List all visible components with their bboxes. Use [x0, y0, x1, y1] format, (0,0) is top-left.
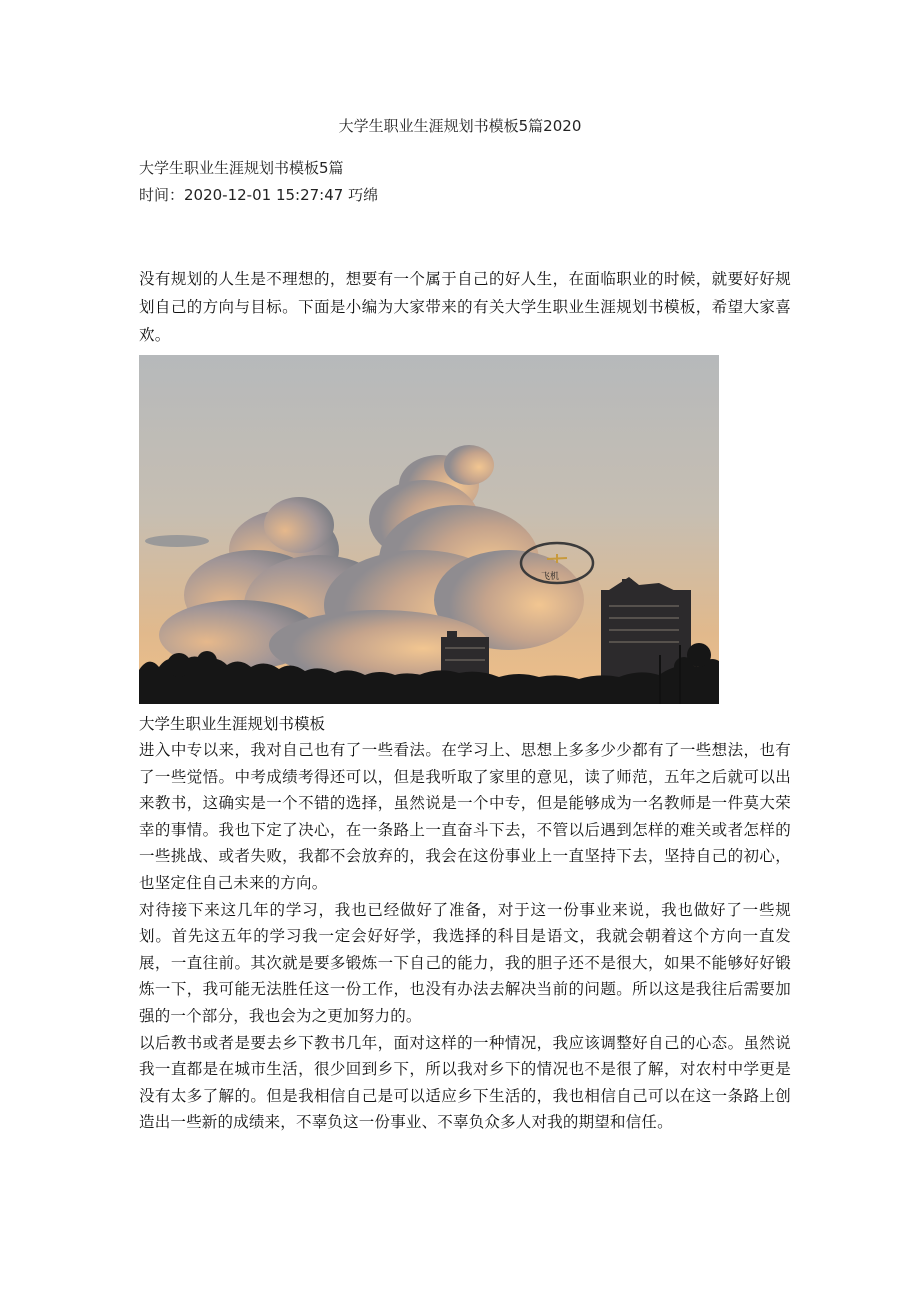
body-paragraph-3: 以后教书或者是要去乡下教书几年，面对这样的一种情况，我应该调整好自己的心态。虽然说我一直都是在城市生活，很少回到乡下，所以我对乡下的情况也不是很了解，对农村中学更是没有太多了解的。但是我相信自己是可以适应乡下生活的，我也相信自己可以在这一条路上创造出一些新的成绩来，不辜负这一份事业、不辜负众多人对我的期望和信任。 — [139, 1033, 791, 1132]
body-paragraph-1: 进入中专以来，我对自己也有了一些看法。在学习上、思想上多多少少都有了一些想法，也有了一些觉悟。中考成绩考得还可以，但是我听取了家里的意见，读了师范，五年之后就可以出来教书，这确实是一个不错的选择，虽然说是一个中专，但是能够成为一名教师是一件莫大荣幸的事情。我也下定了决心，在一条路上一直奋斗下去，不管以后遇到怎样的难关或者怎样的一些挑战、或者失败，我都不会放弃的，我会在这份事业上一直坚持下去，坚持自己的初心，也坚定住自己未来的方向。 — [139, 741, 791, 892]
body-paragraph-2: 对待接下来这几年的学习，我也已经做好了准备，对于这一份事业来说，我也做好了一些规划。首先这五年的学习我一定会好好学，我选择的科目是语文，我就会朝着这个方向一直发展，一直往前。其次就是要多锻炼一下自己的能力，我的胆子还不是很大，如果不能够好好锻炼一下，我可能无法胜任这一份工作，也没有办法去解决当前的问题。所以这是我往后需要加强的一个部分，我也会为之更加努力的。 — [139, 900, 791, 1025]
plane-label: 飞机 — [541, 572, 560, 582]
section-heading: 大学生职业生涯规划书模板 — [139, 715, 326, 733]
intro-paragraph: 没有规划的人生是不理想的，想要有一个属于自己的好人生，在面临职业的时候，就要好好规划自己的方向与目标。下面是小编为大家带来的有关大学生职业生涯规划书模板，希望大家喜欢。 — [139, 270, 791, 344]
document-subtitle: 大学生职业生涯规划书模板5篇 — [139, 159, 344, 177]
body-text — [139, 737, 791, 1136]
sunset-clouds-photo — [139, 355, 719, 704]
publish-time: 时间：2020-12-01 15:27:47 巧绵 — [139, 186, 379, 204]
document-title: 大学生职业生涯规划书模板5篇2020 — [338, 117, 582, 135]
